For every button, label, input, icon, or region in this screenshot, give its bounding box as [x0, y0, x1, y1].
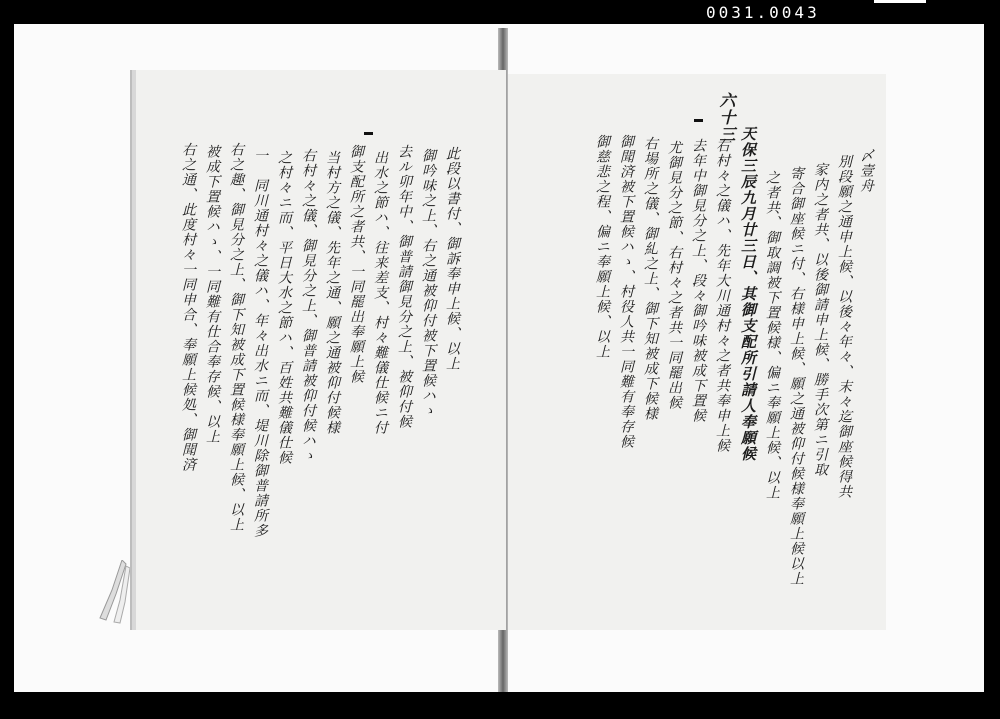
right-col-1: 〆壹舟	[858, 148, 874, 193]
right-col-6: 天保三辰九月廿三日、其御支配所引請人奉願候	[739, 126, 757, 462]
item-bullet-mark	[694, 119, 703, 122]
left-col-7: 当村方之儀、先年之通、願之通被仰付候様	[324, 150, 340, 435]
left-col-5: 之村々ニ而、平日大水之節ハ、百姓共難儀仕候	[276, 150, 292, 465]
bookmark-ribbon-icon	[92, 560, 132, 624]
right-col-10: 右場所之儀、御糺之上、御下知被成下候様	[642, 136, 658, 421]
right-col-5: 之者共、御取調被下置候様、偏ニ奉願上候、以上	[764, 170, 780, 500]
left-col-9: 出水之節ハ、往来差支、村々難儀仕候ニ付	[372, 150, 388, 435]
frame-marker	[874, 0, 926, 3]
left-col-3: 右之趣、御見分之上、御下知被成下置候様奉願上候、以上	[228, 142, 244, 532]
right-page	[508, 74, 886, 630]
right-col-4: 寄合御座候ニ付、右様申上候、願之通被仰付候様奉願上候以上	[788, 166, 804, 586]
left-col-1: 右之通、此度村々一同申合、奉願上候処、御聞済	[180, 142, 196, 472]
right-col-12: 御慈悲之程、偏ニ奉願上候、以上	[594, 134, 610, 359]
left-col-11: 御吟味之上、右之通被仰付被下置候ハゝ	[420, 148, 436, 418]
right-col-8: 去年中御見分之上、段々御吟味被成下置候	[690, 138, 706, 423]
left-col-2: 被成下置候ハゝ、一同難有仕合奉存候、以上	[204, 144, 220, 444]
left-col-4: 一 同川通村々之儀ハ、年々出水ニ而、堤川除御普請所多	[252, 148, 268, 538]
microfilm-frame-number: 0031.0043	[706, 3, 820, 22]
left-col-8: 御支配所之者共、一同罷出奉願上候	[348, 144, 364, 384]
right-col-11: 御聞済被下置候ハゝ、村役人共一同難有奉存候	[618, 134, 634, 449]
right-col-2: 別段願之通申上候、以後々年々、末々迄御座候得共	[836, 154, 852, 499]
left-col-12: 此段以書付、御訴奉申上候、以上	[444, 146, 460, 371]
page-number-annotation: 六十三	[717, 92, 736, 143]
left-col-6: 右村々之儀、御見分之上、御普請被仰付候ハゝ	[300, 148, 316, 463]
left-col-10: 去ル卯年中、御普請御見分之上、被仰付候	[396, 144, 412, 429]
left-page	[136, 70, 506, 630]
right-col-9: 尤御見分之節、右村々之者共一同罷出候	[666, 140, 682, 410]
right-col-7: 右村々之儀ハ、先年大川通村々之者共奉申上候	[714, 138, 730, 453]
right-col-3: 家内之者共、以後御請申上候、勝手次第ニ引取	[812, 162, 828, 477]
item-bullet-mark	[364, 132, 373, 135]
